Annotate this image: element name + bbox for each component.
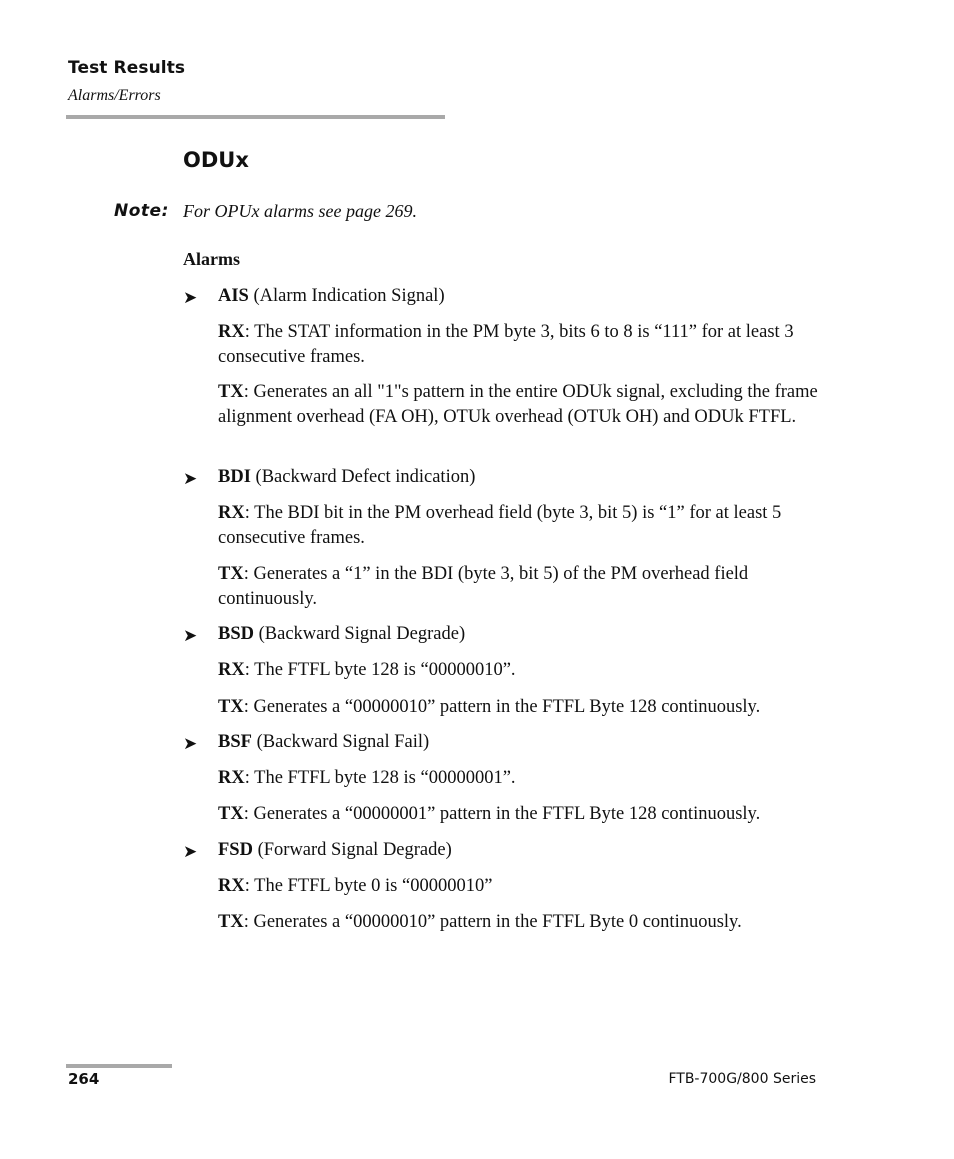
page-number: 264 [68, 1070, 100, 1088]
alarm-item-title [218, 465, 475, 490]
alarm-description: (Backward Defect indication) [250, 467, 476, 487]
arrowhead-bullet-icon: ➤ [183, 842, 198, 861]
alarm-code: BDI [218, 467, 251, 487]
alarm-tx-paragraph [218, 910, 818, 935]
header-divider [66, 115, 445, 119]
tx-label: TX [218, 382, 244, 402]
alarm-description: (Forward Signal Degrade) [252, 840, 452, 860]
arrowhead-bullet-icon: ➤ [183, 734, 198, 753]
section-title: ODUx [183, 148, 249, 172]
note-text: For OPUx alarms see page 269. [183, 201, 417, 221]
alarm-tx-paragraph [218, 380, 818, 429]
alarm-code: BSF [218, 732, 252, 752]
tx-text: : Generates a “00000001” pattern in the FTFL Byte 128 continuously. [243, 804, 761, 824]
rx-text: : The FTFL byte 128 is “00000001”. [244, 768, 516, 788]
alarm-code: BSD [218, 624, 254, 644]
rx-text: : The FTFL byte 128 is “00000010”. [244, 660, 516, 680]
tx-text: : Generates a “00000010” pattern in the FTFL Byte 0 continuously. [243, 912, 742, 932]
alarm-description: (Alarm Indication Signal) [248, 286, 445, 306]
rx-label: RX [218, 768, 245, 788]
rx-label: RX [218, 322, 245, 342]
alarm-rx-paragraph [218, 658, 818, 683]
note-label: Note: [114, 201, 169, 221]
alarm-tx-paragraph [218, 695, 818, 720]
alarm-rx-paragraph [218, 766, 818, 791]
alarm-item-title [218, 284, 445, 309]
alarm-tx-paragraph [218, 802, 818, 827]
tx-text: : Generates a “1” in the BDI (byte 3, bit 5) of the PM overhead field continuously. [218, 564, 749, 609]
alarms-heading: Alarms [183, 249, 240, 269]
alarm-rx-paragraph [218, 874, 818, 899]
alarm-rx-paragraph [218, 320, 818, 369]
alarm-code: AIS [218, 286, 249, 306]
alarm-description: (Backward Signal Fail) [251, 732, 430, 752]
arrowhead-bullet-icon: ➤ [183, 469, 198, 488]
tx-text: : Generates a “00000010” pattern in the FTFL Byte 128 continuously. [243, 697, 761, 717]
tx-label: TX [218, 564, 244, 584]
tx-label: TX [218, 912, 244, 932]
running-header-title: Test Results [68, 58, 186, 78]
tx-label: TX [218, 804, 244, 824]
rx-text: : The STAT information in the PM byte 3, bits 6 to 8 is “111” for at least 3 consecutive frames. [218, 322, 794, 367]
rx-label: RX [218, 503, 245, 523]
running-header-subtitle: Alarms/Errors [68, 87, 161, 104]
alarm-tx-paragraph [218, 562, 818, 611]
rx-text: : The BDI bit in the PM overhead field (byte 3, bit 5) is “1” for at least 5 consecutive frames. [218, 503, 782, 548]
alarm-item-title [218, 622, 465, 647]
alarm-item-title [218, 838, 452, 863]
alarm-code: FSD [218, 840, 253, 860]
rx-text: : The FTFL byte 0 is “00000010” [244, 876, 493, 896]
alarm-item-title [218, 730, 429, 755]
alarm-description: (Backward Signal Degrade) [254, 624, 466, 644]
product-name: FTB-700G/800 Series [668, 1071, 816, 1087]
rx-label: RX [218, 876, 245, 896]
tx-text: : Generates an all "1"s pattern in the entire ODUk signal, excluding the frame alignment overhead (FA OH), OTUk overhead (OTUk OH) and ODUk FTFL. [218, 382, 818, 427]
alarm-rx-paragraph [218, 501, 818, 550]
footer-divider [66, 1064, 172, 1068]
rx-label: RX [218, 660, 245, 680]
arrowhead-bullet-icon: ➤ [183, 288, 198, 307]
arrowhead-bullet-icon: ➤ [183, 626, 198, 645]
tx-label: TX [218, 697, 244, 717]
